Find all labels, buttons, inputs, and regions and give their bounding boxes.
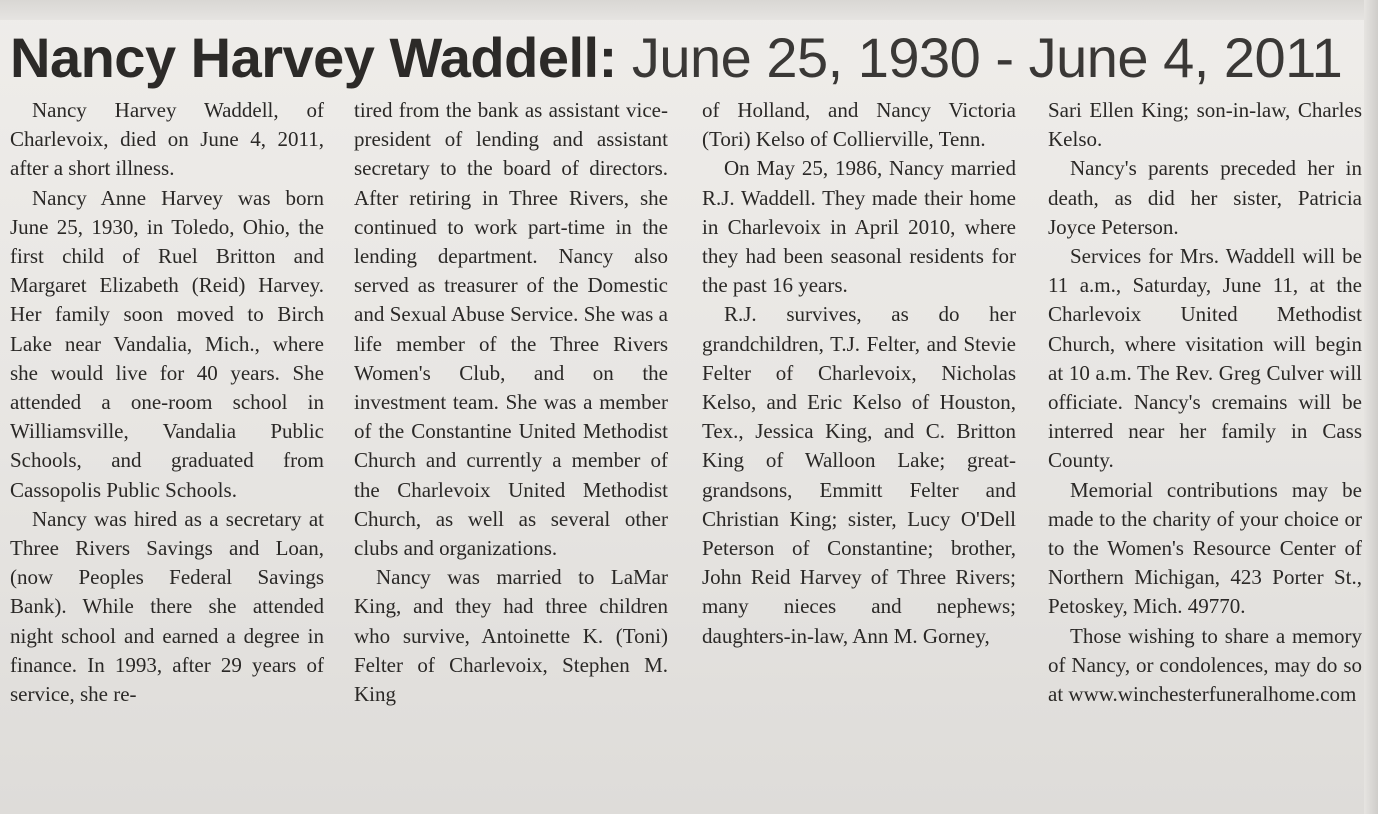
paragraph: R.J. survives, as do her grandchildren, T.J. Felter, and Stevie Felter of Charlevoix, Nicholas Kelso, and Eric Kelso of Houston, Tex., Jessica King, and C. Britton King of Walloon Lake; great-grandsons, Emmitt Felter and Christian King; sister, Lucy O'Dell Peterson of Constantine; brother, John Reid Harvey of Three Rivers; many nieces and nephews; daughters-in-law, Ann M. Gorney, xyxy=(702,302,1016,648)
paragraph: Those wishing to share a memory of Nancy, or condolences, may do so at www.winchesterfuneralhome.com xyxy=(1048,623,1362,707)
top-edge-bleed xyxy=(0,0,1378,20)
paragraph: Sari Ellen King; son-in-law, Charles Kelso. xyxy=(1048,98,1362,152)
paragraph: Nancy's parents preceded her in death, as did her sister, Patricia Joyce Peterson. xyxy=(1048,156,1362,239)
paragraph: Nancy was married to LaMar King, and they had three children who survive, Antoinette K. (Toni) Felter of Charlevoix, Stephen M. King xyxy=(354,565,668,707)
text-column-2 xyxy=(354,96,668,808)
obituary-headline xyxy=(10,22,1370,94)
text-column-4 xyxy=(1048,96,1362,808)
right-edge-bleed xyxy=(1364,0,1378,814)
paragraph: Memorial contributions may be made to the charity of your choice or to the Women's Resource Center of Northern Michigan, 423 Porter St., Petoskey, Mich. 49770. xyxy=(1048,477,1362,619)
paragraph: tired from the bank as assistant vice-president of lending and assistant secretary to the board of directors. After retiring in Three Rivers, she continued to work part-time in the lending department. Nancy also served as treasurer of the Domestic and Sexual Abuse Service. She was a life member of the Three Rivers Women's Club, and on the investment team. She was a member of the Constantine United Methodist Church and currently a member of the Charlevoix United Methodist Church, as well as several other clubs and organizations. xyxy=(354,98,668,561)
text-column-3 xyxy=(702,96,1016,808)
headline-name: Nancy Harvey Waddell: xyxy=(10,26,617,89)
paragraph: Nancy was hired as a secretary at Three Rivers Savings and Loan, (now Peoples Federal Savings Bank). While there she attended night school and earned a degree in finance. In 1993, after 29 years of service, she re- xyxy=(10,506,324,707)
paragraph: Nancy Anne Harvey was born June 25, 1930, in Toledo, Ohio, the first child of Ruel Britton and Margaret Elizabeth (Reid) Harvey. Her family soon moved to Birch Lake near Vandalia, Mich., where she would live for 40 years. She attended a one-room school in Williamsville, Vandalia Public Schools, and graduated from Cassopolis Public Schools. xyxy=(10,185,324,502)
paragraph: Services for Mrs. Waddell will be 11 a.m., Saturday, June 11, at the Charlevoix United Methodist Church, where visitation will begin at 10 a.m. The Rev. Greg Culver will officiate. Nancy's cremains will be interred near her family in Cass County. xyxy=(1048,244,1362,473)
paragraph: On May 25, 1986, Nancy married R.J. Waddell. They made their home in Charlevoix in April 2010, where they had been seasonal residents for the past 16 years. xyxy=(702,156,1016,298)
paragraph: Nancy Harvey Waddell, of Charlevoix, died on June 4, 2011, after a short illness. xyxy=(10,98,324,181)
paragraph: of Holland, and Nancy Victoria (Tori) Kelso of Collierville, Tenn. xyxy=(702,98,1016,152)
headline-dates: June 25, 1930 - June 4, 2011 xyxy=(631,26,1343,89)
text-column-1 xyxy=(10,96,324,808)
